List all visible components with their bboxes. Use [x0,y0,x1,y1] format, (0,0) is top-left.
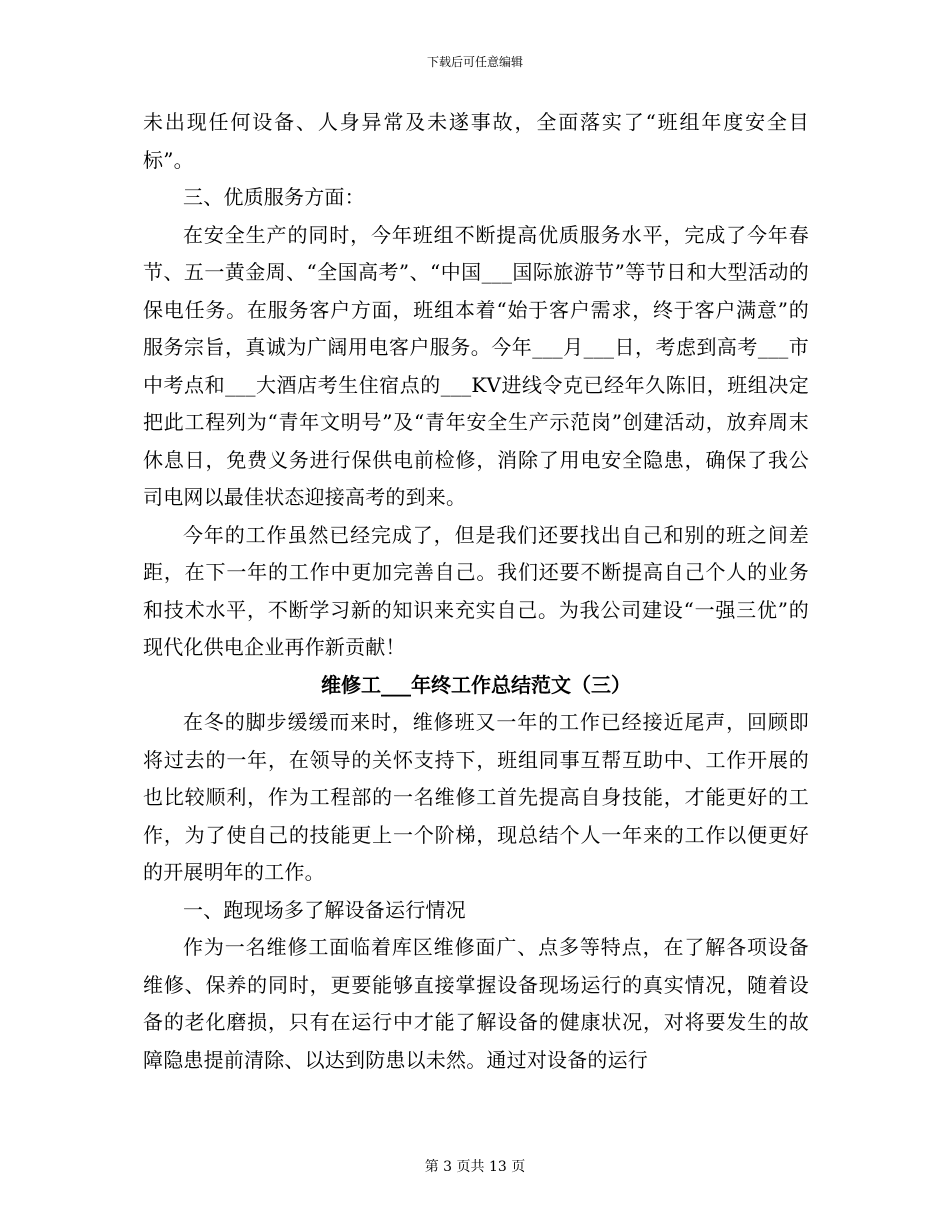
page-number: 第 3 页共 13 页 [424,1159,526,1175]
subheading-site: 一、跑现场多了解设备运行情况 [183,897,466,922]
paragraph-intro: 在冬的脚步缓缓而来时，维修班又一年的工作已经接近尾声，回顾即将过去的一年，在领导的关怀支持下，班组同事互帮互助中、工作开展的也比较顺利，作为工程部的一名维修工首先提高自身技能，才能更好的工作，为了使自己的技能更上一个阶梯，现总结个人一年来的工作以便更好的开展明年的工作。 [143,710,809,884]
paragraph-continuation: 未出现任何设备、人身异常及未遂事故，全面落实了“班组年度安全目标”。 [143,110,809,172]
document-title: 维修工___年终工作总结范文（三） [321,672,631,697]
paragraph-closing: 今年的工作虽然已经完成了，但是我们还要找出自己和别的班之间差距，在下一年的工作中更加完善自己。我们还要不断提高自己个人的业务和技术水平，不断学习新的知识来充实自己。为我公司建设“一强三优”的现代化供电企业再作新贡献！ [143,522,809,659]
paragraph-site: 作为一名维修工面临着库区维修面广、点多等特点，在了解各项设备维修、保养的同时，更要能够直接掌握设备现场运行的真实情况，随着设备的老化磨损，只有在运行中才能了解设备的健康状况，对将要发生的故障隐患提前清除、以达到防患以未然。通过对设备的运行 [143,935,809,1072]
document-body [143,104,809,1079]
paragraph-service: 在安全生产的同时，今年班组不断提高优质服务水平，完成了今年春节、五一黄金周、“全国高考”、“中国___国际旅游节”等节日和大型活动的保电任务。在服务客户方面，班组本着“始于客户需求，终于客户满意”的服务宗旨，真诚为广阔用电客户服务。今年___月___日，考虑到高考___市中考点和___大酒店考生住宿点的___KV进线令克已经年久陈旧，班组决定把此工程列为“青年文明号”及“青年安全生产示范岗”创建活动，放弃周末休息日，免费义务进行保供电前检修，消除了用电安全隐患，确保了我公司电网以最佳状态迎接高考的到来。 [143,222,809,509]
section-heading-service: 三、优质服务方面： [183,185,365,209]
page-header: 下载后可任意编辑 [426,55,523,69]
